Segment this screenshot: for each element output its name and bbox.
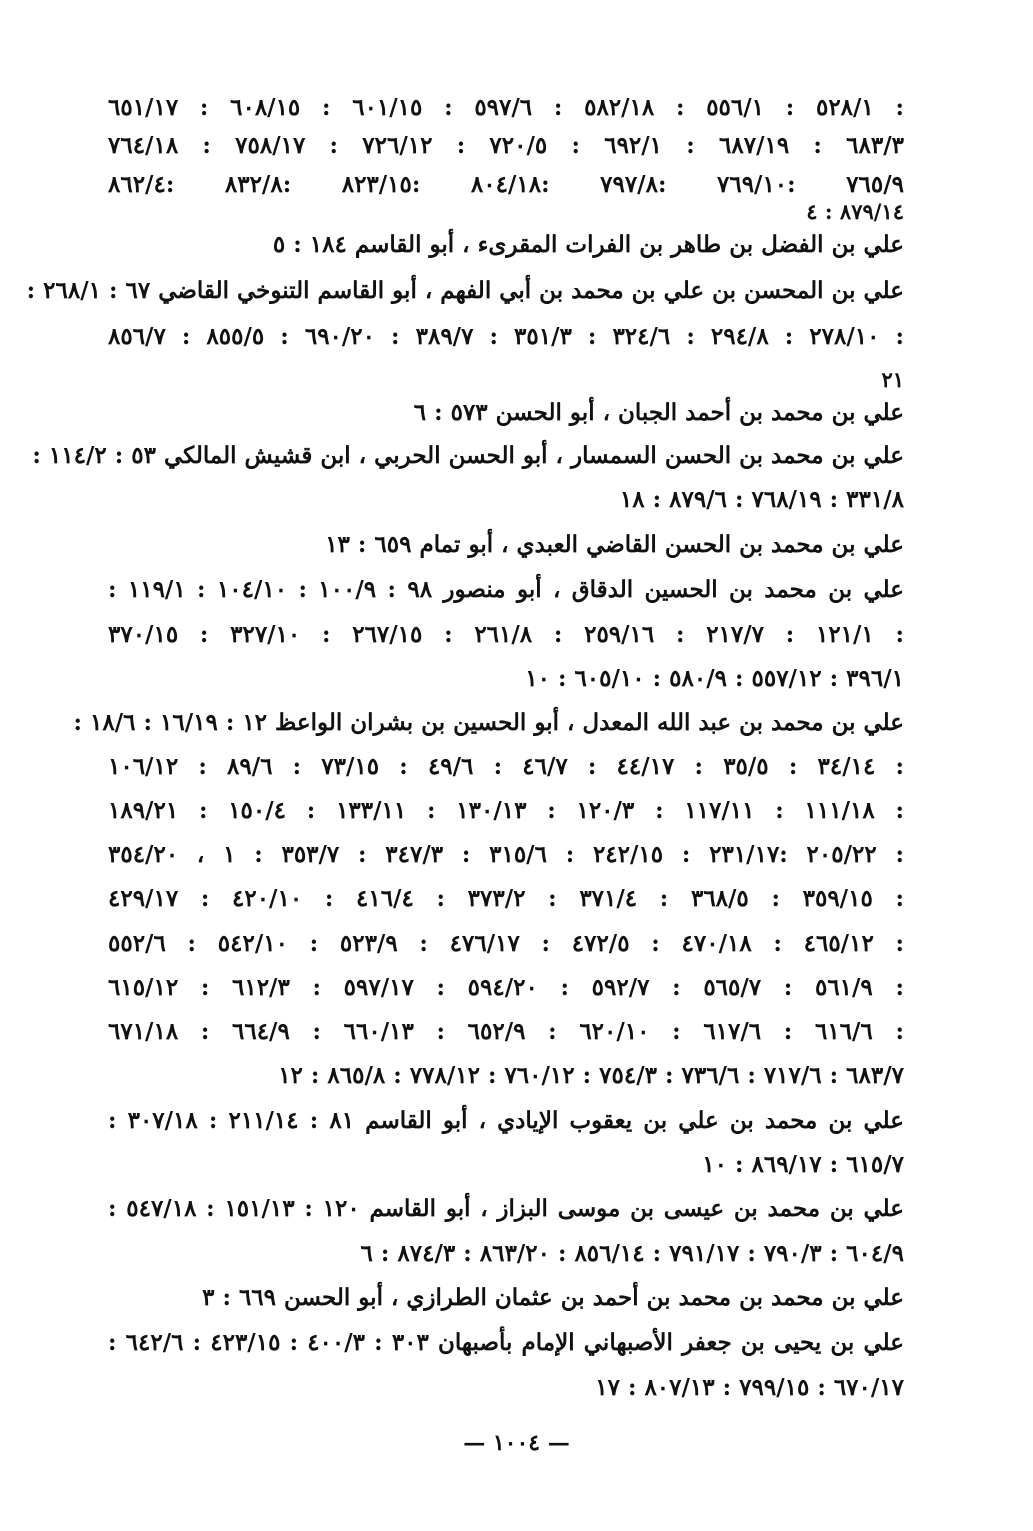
entry-ali-ibn-bishran: علي بن محمد بن عبد الله المعدل ، أبو الحسين بن بشران الواعظ ١٢ : ١٦/١٩ : ١٨/٦ :	[73, 709, 904, 736]
index-line-18: ١١١/١٨ : ١١٧/١١ : ١٢٠/٣ : ١٣٠/١٣ : ١٣٣/١١ : ١٥٠/٤ : ١٨٩/٢١ :	[108, 797, 904, 824]
index-line-23: ٦١٦/٦ : ٦١٧/٦ : ٦٢٠/١٠ : ٦٥٢/٩ : ٦٦٠/١٣ : ٦٦٤/٩ : ٦٧١/١٨ :	[108, 1018, 904, 1045]
entry-ali-al-simsar: علي بن محمد بن الحسن السمسار ، أبو الحسن الحربي ، ابن قشيش المالكي ٥٣ : ١١٤/٢ :	[32, 442, 904, 469]
index-line-15: ٣٩٦/١ : ٥٥٧/١٢ : ٥٨٠/٩ : ٦٠٥/١٠ : ١٠	[525, 665, 904, 692]
index-line-2: ٦٨٣/٣ : ٦٨٧/١٩ : ٦٩٢/١ : ٧٢٠/٥ : ٧٢٦/١٢ : ٧٥٨/١٧ : ٧٦٤/١٨	[108, 132, 904, 159]
index-line-26: ٦١٥/٧ : ٨٦٩/١٧ : ١٠	[702, 1151, 904, 1178]
index-line-21: ٤٦٥/١٢ : ٤٧٠/١٨ : ٤٧٢/٥ : ٤٧٦/١٧ : ٥٢٣/٩ : ٥٤٢/١٠ : ٥٥٢/٦ :	[108, 930, 905, 957]
entry-ali-al-daqqaq: علي بن محمد بن الحسين الدقاق ، أبو منصور ٩٨ : ١٠٠/٩ : ١٠٤/١٠ : ١١٩/١ :	[108, 576, 904, 603]
entry-ali-al-jabban: علي بن محمد بن أحمد الجبان ، أبو الحسن ٥٧٣ : ٦	[413, 399, 904, 426]
index-line-8: ٢١	[881, 367, 904, 392]
index-line-24: ٦٨٣/٧ : ٧١٧/٦ : ٧٣٦/٦ : ٧٥٤/٣ : ٧٦٠/١٢ : ٧٧٨/١٢ : ٨٦٥/٨ : ١٢	[278, 1062, 904, 1089]
index-line-11: ٣٣١/٨ : ٧٦٨/١٩ : ٨٧٩/٦ : ١٨	[619, 486, 904, 513]
index-line-20: ٣٥٩/١٥ : ٣٦٨/٥ : ٣٧١/٤ : ٣٧٣/٢ : ٤١٦/٤ : ٤٢٠/١٠ : ٤٢٩/١٧ :	[108, 885, 904, 912]
index-line-22: ٥٦١/٩ : ٥٦٥/٧ : ٥٩٢/٧ : ٥٩٤/٢٠ : ٥٩٧/١٧ : ٦١٢/٣ : ٦١٥/١٢ :	[108, 974, 904, 1001]
index-line-19: ٢٠٥/٢٢ :٢٣١/١٧ : ٢٤٢/١٥ : ٣١٥/٦ : ٣٤٧/٣ : ٣٥٣/٧ : ١ ، ٣٥٤/٢٠ :	[108, 841, 904, 868]
entry-ali-ibn-al-fadl: علي بن الفضل بن طاهر بن الفرات المقرىء ، أبو القاسم ١٨٤ : ٥	[272, 231, 904, 258]
entry-ali-al-tarazi: علي بن محمد بن محمد بن أحمد بن عثمان الطرازي ، أبو الحسن ٦٦٩ : ٣	[202, 1284, 904, 1311]
entry-ali-ibn-al-muhassin: علي بن المحسن بن علي بن محمد بن أبي الفهم ، أبو القاسم التنوخي القاضي ٦٧ : ٢٦٨/١ :	[26, 277, 904, 304]
index-line-17: ٣٤/١٤ : ٣٥/٥ : ٤٤/١٧ : ٤٦/٧ : ٤٩/٦ : ٧٣/١٥ : ٨٩/٦ : ١٠٦/١٢ :	[108, 753, 904, 780]
entry-ali-al-bazzaz: علي بن محمد بن عيسى بن موسى البزاز ، أبو القاسم ١٢٠ : ١٥١/١٣ : ٥٤٧/١٨ :	[108, 1195, 905, 1222]
entry-ali-al-iyadi: علي بن محمد بن علي بن يعقوب الإيادي ، أبو القاسم ٨١ : ٢١١/١٤ : ٣٠٧/١٨ :	[108, 1107, 904, 1134]
page-number: — ١٠٠٤ —	[463, 1430, 570, 1456]
index-line-1: ٥٢٨/١ : ٥٥٦/١ : ٥٨٢/١٨ : ٥٩٧/٦ : ٦٠١/١٥ : ٦٠٨/١٥ : ٦٥١/١٧ :	[108, 94, 905, 121]
index-line-4: ٨٧٩/١٤ : ٤	[806, 199, 904, 224]
entry-ali-al-abdi: علي بن محمد بن الحسن القاضي العبدي ، أبو تمام ٦٥٩ : ١٣	[325, 531, 904, 558]
index-line-3: ٧٦٥/٩ :٧٦٩/١٠ :٧٩٧/٨ :٨٠٤/١٨ :٨٢٣/١٥ :٨٣٢/٨ :٨٦٢/٤	[108, 171, 905, 198]
index-line-7: ٢٧٨/١٠ : ٢٩٤/٨ : ٣٢٤/٦ : ٣٥١/٣ : ٣٨٩/٧ : ٦٩٠/٢٠ : ٨٥٥/٥ : ٨٥٦/٧ :	[108, 323, 905, 350]
index-line-28: ٦٠٤/٩ : ٧٩٠/٣ : ٧٩١/١٧ : ٨٥٦/١٤ : ٨٦٣/٢٠ : ٨٧٤/٣ : ٦	[360, 1240, 904, 1267]
entry-ali-al-asbahani: علي بن يحيى بن جعفر الأصبهاني الإمام بأصبهان ٣٠٣ : ٤٠٠/٣ : ٤٢٣/١٥ : ٦٤٢/٦ :	[108, 1329, 904, 1356]
index-line-31: ٦٧٠/١٧ : ٧٩٩/١٥ : ٨٠٧/١٣ : ١٧	[595, 1374, 904, 1401]
index-line-14: ١٢١/١ : ٢١٧/٧ : ٢٥٩/١٦ : ٢٦١/٨ : ٢٦٧/١٥ : ٣٢٧/١٠ : ٣٧٠/١٥ :	[108, 621, 905, 648]
